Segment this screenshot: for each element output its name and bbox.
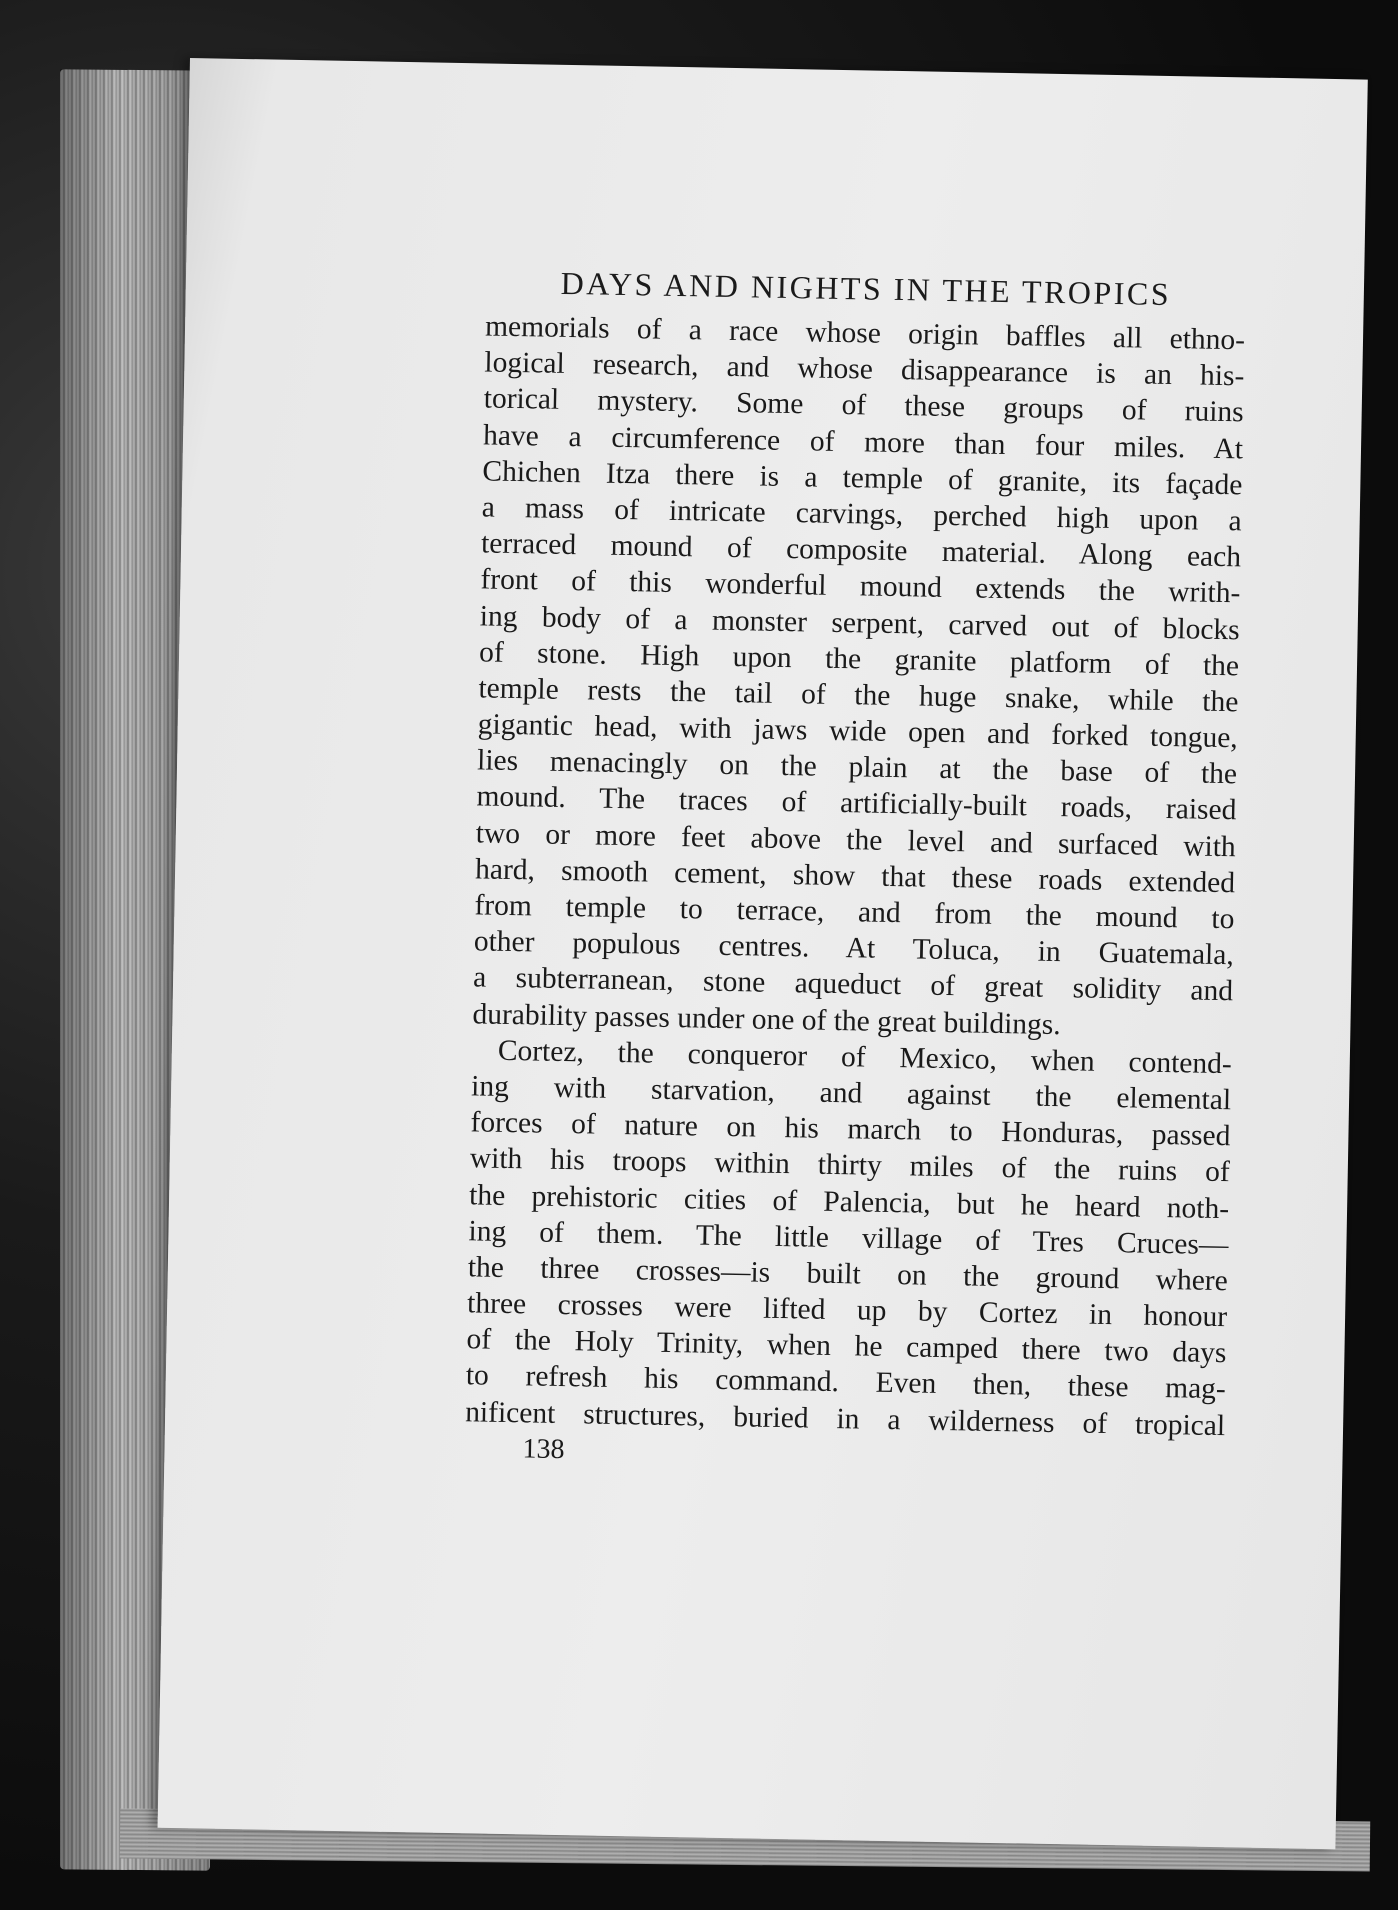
text-line: mound. The traces of artificially-built roads, raised xyxy=(476,780,1237,827)
page-content xyxy=(464,263,1246,1478)
text-line: ing body of a monster serpent, carved out of blocks xyxy=(479,599,1240,646)
text-line: two or more feet above the level and surfaced with xyxy=(475,816,1237,863)
book-page xyxy=(158,58,1368,1849)
running-head: DAYS AND NIGHTS IN THE TROPICS xyxy=(560,264,1172,313)
text-line: front of this wonderful mound extends the writh- xyxy=(480,563,1241,610)
text-line: to refresh his command. Even then, these mag- xyxy=(465,1359,1227,1406)
text-line: with his troops within thirty miles of the ruins of xyxy=(469,1142,1231,1189)
text-line: temple rests the tail of the huge snake, while the xyxy=(478,672,1239,719)
text-line: durability passes under one of the great buildings. xyxy=(472,997,1061,1041)
text-line: Cortez, the conqueror of Mexico, when contend- xyxy=(497,1034,1233,1081)
text-line: logical research, and whose disappearance is an his- xyxy=(484,346,1245,393)
text-line: a subterranean, stone aqueduct of great solidity and xyxy=(472,961,1234,1008)
text-line: terraced mound of composite material. Along each xyxy=(480,527,1242,574)
text-line: forces of nature on his march to Honduras, passed xyxy=(470,1106,1231,1153)
paragraph-2 xyxy=(465,1032,1232,1444)
text-line: of the Holy Trinity, when he camped there two days xyxy=(466,1323,1227,1370)
text-line: a mass of intricate carvings, perched high upon a xyxy=(481,491,1242,538)
page-number: 138 xyxy=(522,1433,565,1465)
text-line: nificent structures, buried in a wilderness of tropical xyxy=(464,1395,1226,1442)
text-line: of stone. High upon the granite platform of the xyxy=(478,636,1240,683)
text-line: ing with starvation, and against the elemental xyxy=(470,1070,1232,1117)
text-line: ing of them. The little village of Tres Cruces— xyxy=(468,1214,1229,1261)
text-line: hard, smooth cement, show that these roads extended xyxy=(474,853,1236,900)
text-line: the prehistoric cities of Palencia, but he heard noth- xyxy=(468,1178,1230,1225)
text-line: the three crosses—is built on the ground where xyxy=(467,1251,1229,1298)
paragraph-1 xyxy=(472,308,1245,1046)
text-line: torical mystery. Some of these groups of ruins xyxy=(483,382,1244,429)
text-line: Chichen Itza there is a temple of granite, its façade xyxy=(482,455,1243,502)
text-line: other populous centres. At Toluca, in Guatemala, xyxy=(473,925,1235,972)
text-line: lies menacingly on the plain at the base of the xyxy=(476,744,1238,791)
text-line: from temple to terrace, and from the mound to xyxy=(474,889,1235,936)
text-line: gigantic head, with jaws wide open and forked tongue, xyxy=(477,708,1239,755)
text-line: have a circumference of more than four miles. At xyxy=(482,419,1244,465)
text-line: three crosses were lifted up by Cortez in honour xyxy=(466,1287,1228,1334)
text-line: memorials of a race whose origin baffles all ethno- xyxy=(484,310,1246,357)
